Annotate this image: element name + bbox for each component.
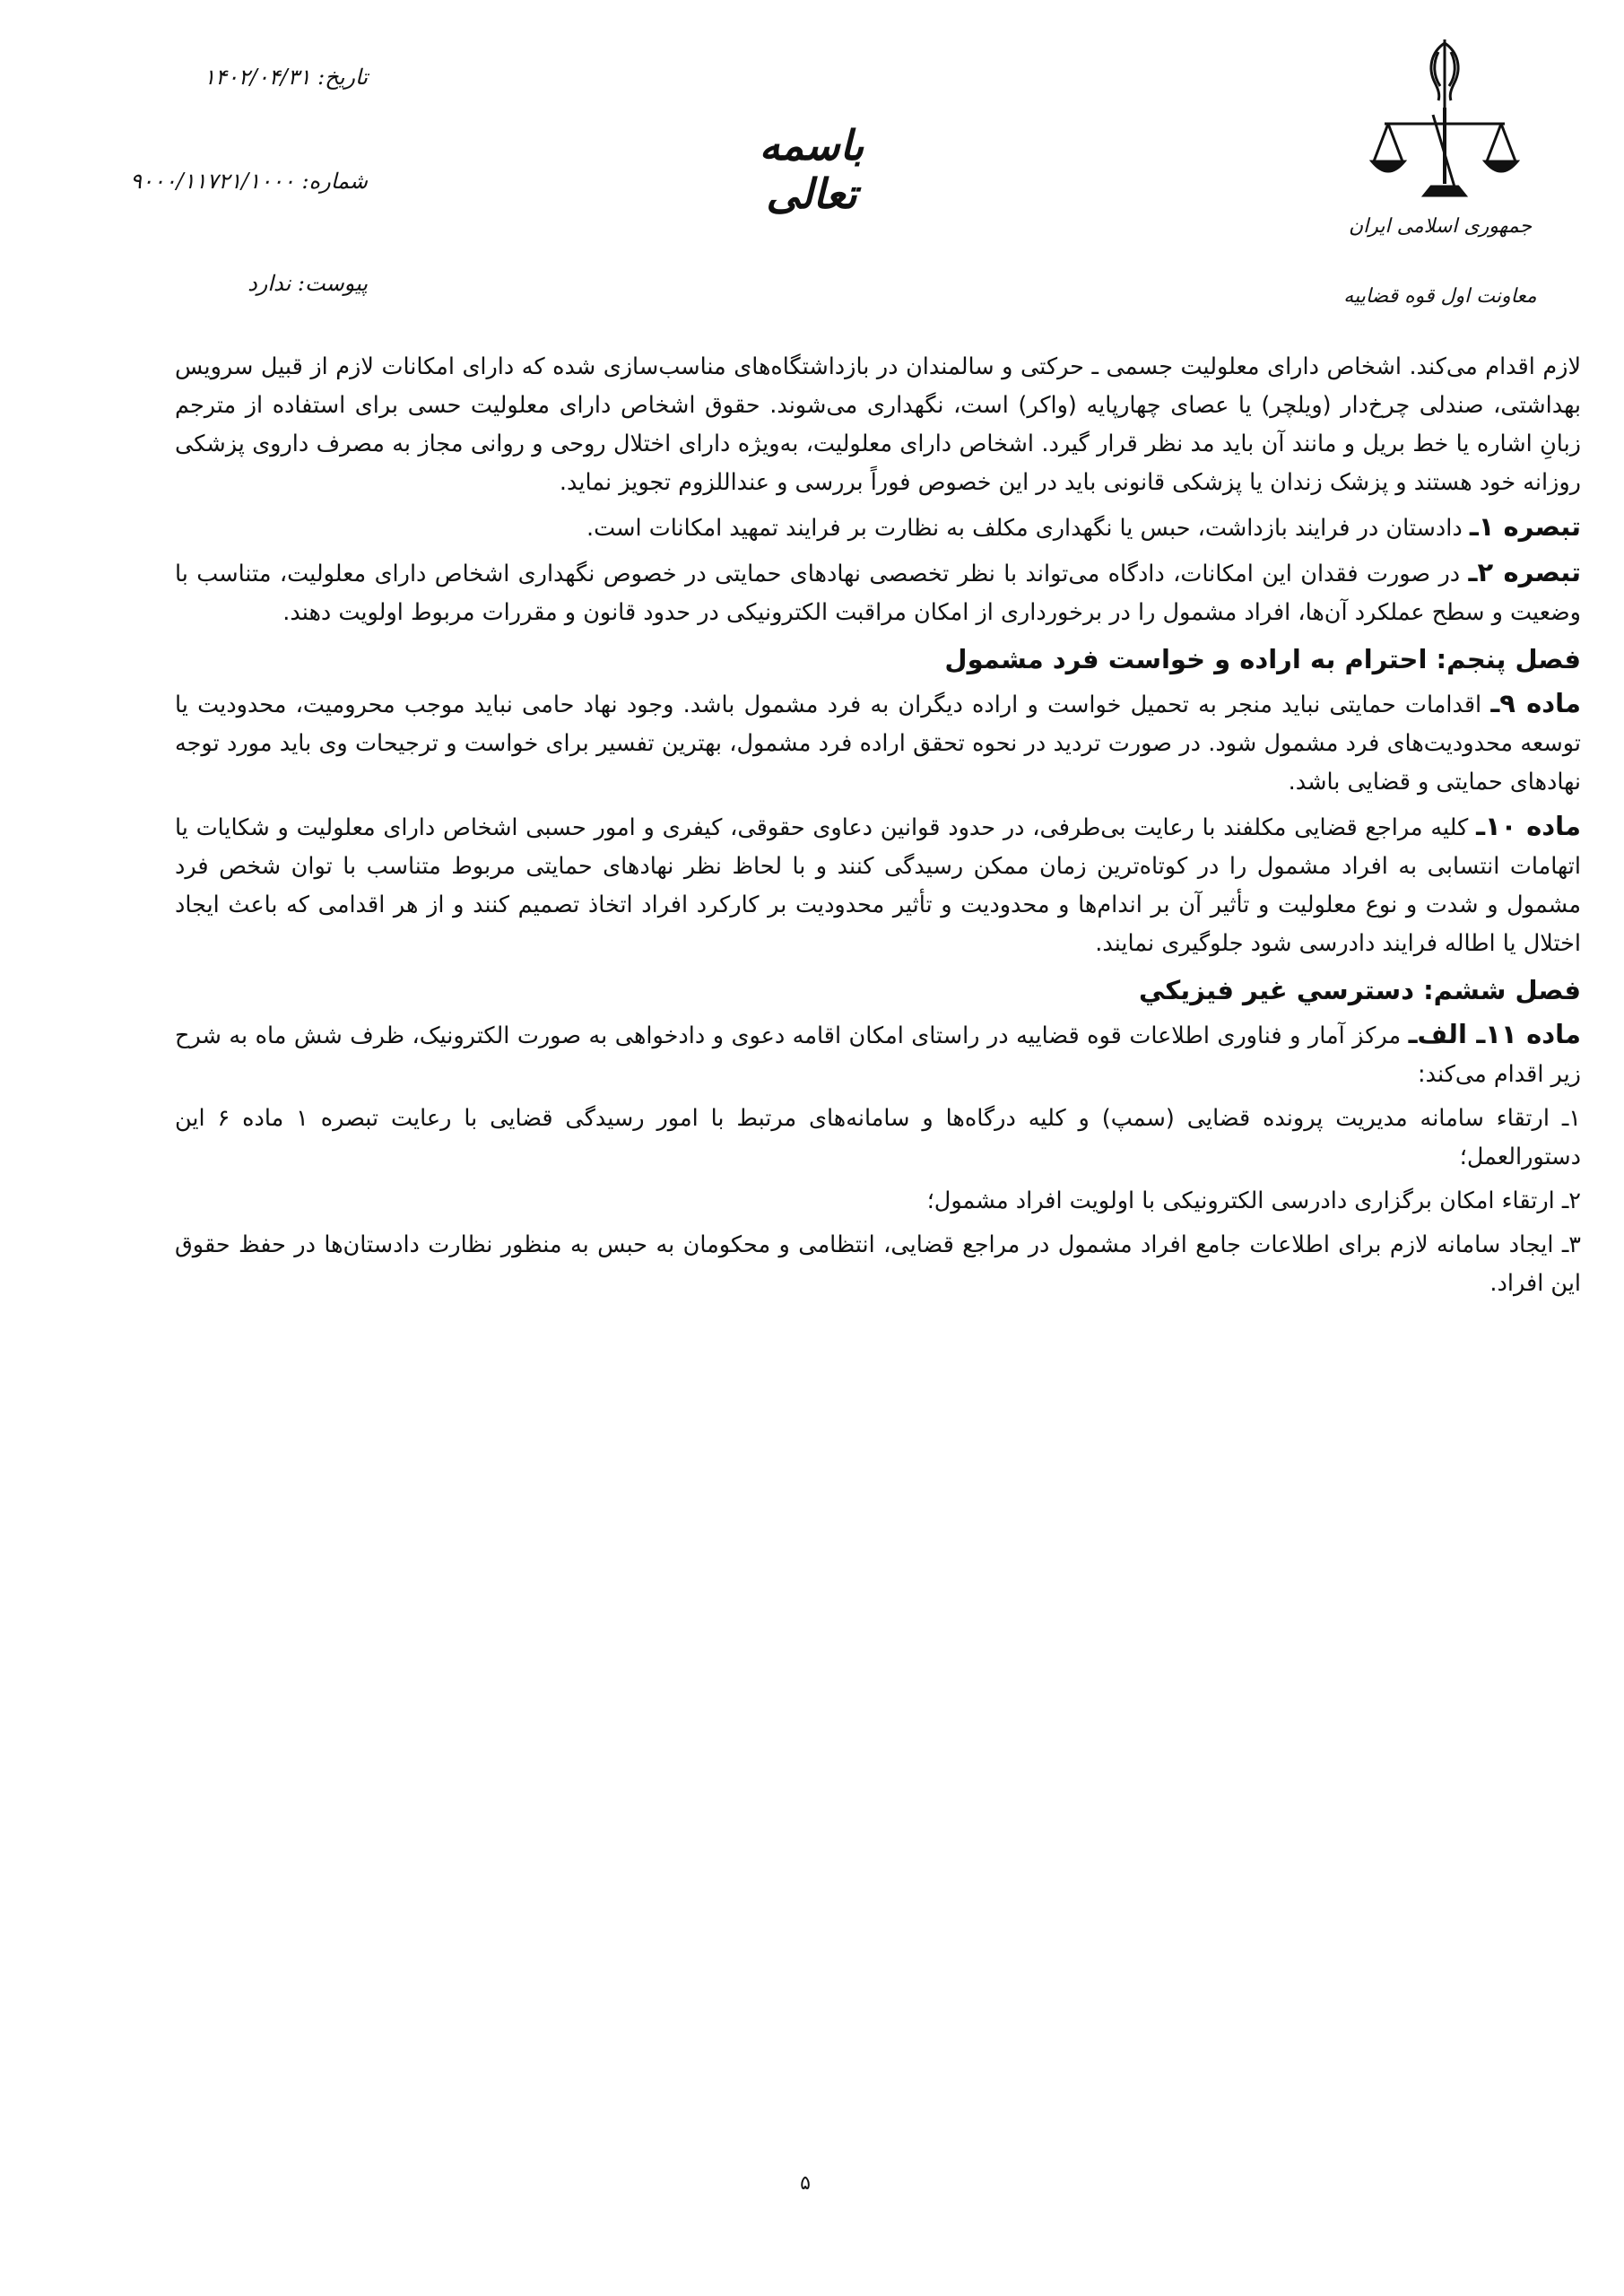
article-11-text: مرکز آمار و فناوری اطلاعات قوه قضاییه در راستای امکان اقامه دعوی و دادخواهی به صورت الکترونیک، ظرف شش ماه به شرح زیر اقدام می‌کند: — [175, 1022, 1581, 1088]
note-2-label: تبصره ۲ـ — [1468, 557, 1582, 587]
page-number: ۵ — [800, 2172, 811, 2195]
note-2 — [175, 553, 1581, 632]
article-11 — [175, 1015, 1581, 1094]
note-1 — [175, 508, 1581, 548]
office-name: معاونت اول قوه قضاییه — [1343, 285, 1537, 308]
note-1-text: دادستان در فرایند بازداشت، حبس یا نگهداری مکلف به نظارت بر فرایند تمهید امکانات است. — [586, 515, 1463, 542]
article-9 — [175, 684, 1581, 802]
article-11-item-1: ۱ـ ارتقاء سامانه مدیریت پرونده قضایی (سمپ) و کلیه درگاه‌ها و سامانه‌های مرتبط با امور رسیدگی قضایی با رعایت تبصره ۱ ماده ۶ این دستورالعمل؛ — [175, 1105, 1581, 1170]
article-10-label: ماده ۱۰ـ — [1476, 811, 1581, 841]
bismillah-heading: باسمه تعالی — [759, 121, 864, 218]
article-11-label: ماده ۱۱ـ الف‌ـ — [1408, 1019, 1581, 1049]
country-name: جمهوری اسلامی ایران — [1348, 215, 1533, 238]
section-5-title: فصل پنجم: احترام به اراده و خواست فرد مشمول — [944, 644, 1581, 674]
article-10 — [175, 807, 1581, 963]
note-2-text: در صورت فقدان این امکانات، دادگاه می‌تواند با نظر تخصصی نهادهای حمایتی در خصوص نگهداری اشخاص دارای معلولیت، متناسب با وضعیت و سطح عملکرد آن‌ها، افراد مشمول را در برخورداری از امکان مراقبت الکترونیکی در حدود قانون و مقررات مربوط اولویت دهند. — [175, 561, 1581, 626]
letter-number: شماره: ۹۰۰۰/۱۱۷۲۱/۱۰۰۰ — [130, 169, 368, 194]
judiciary-emblem-icon — [1368, 36, 1521, 211]
article-11-item-3: ۳ـ ایجاد سامانه لازم برای اطلاعات جامع افراد مشمول در مراجع قضایی، انتظامی و محکومان به حبس به منظور نظارت دادستان‌ها در حفظ حقوق این افراد. — [175, 1231, 1581, 1297]
article-10-text: کلیه مراجع قضایی مکلفند با رعایت بی‌طرفی، در حدود قوانین دعاوی حقوقی، کیفری و امور حسبی اشخاص دارای معلولیت و شکایات یا اتهامات انتسابی به افراد مشمول را در کوتاه‌ترین زمان ممکن رسیدگی کنند و با لحاظ نظر نهادهای حمایتی مربوط متناسب با توان شخص فرد مشمول و شدت و نوع معلولیت و تأثیر آن بر اندام‌ها و محدودیت و تأثیر محدودیت بر کارکرد افراد اتخاذ تصمیم کنند و از هر اقدامی که باعث ایجاد اختلال یا اطاله فرایند دادرسی شود جلوگیری نمایند. — [175, 814, 1581, 957]
article-9-label: ماده ۹ـ — [1490, 688, 1582, 718]
letter-attachment: پیوست: ندارد — [248, 271, 368, 296]
paragraph-detention-facilities: لازم اقدام می‌کند. اشخاص دارای معلولیت جسمی ـ حرکتی و سالمندان در بازداشتگاه‌های مناسب‌سازی شده که دارای امکانات لازم از قبیل سرویس بهداشتی، صندلی چرخ‌دار (ویلچر) یا عصای چهارپایه (واکر) است، نگهداری می‌شوند. حقوق اشخاص دارای معلولیت حسی برای استفاده از مترجم زبانِ اشاره یا خط بریل و مانند آن باید مد نظر قرار گیرد. اشخاص دارای معلولیت، به‌ویژه دارای اختلال روحی و روانی مجاز به مصرف داروی پزشکی روزانه خود هستند و پزشک زندان یا پزشکی قانونی باید در این خصوص فوراً بررسی و عنداللزوم تجویز نماید. — [175, 353, 1581, 496]
article-11-item-2: ۲ـ ارتقاء امکان برگزاری دادرسی الکترونیکی با اولویت افراد مشمول؛ — [926, 1187, 1581, 1214]
note-1-label: تبصره ۱ـ — [1469, 511, 1581, 542]
section-6-title: فصل ششم: دسترسي غير فيزيكي — [1139, 975, 1581, 1005]
letter-date: تاریخ: ۱۴۰۲/۰۴/۳۱ — [204, 65, 368, 90]
article-9-text: اقدامات حمایتی نباید منجر به تحمیل خواست و اراده دیگران به فرد مشمول باشد. وجود نهاد حامی نباید موجب محرومیت، محدودیت یا توسعه محدودیت‌های فرد مشمول شود. در صورت تردید در نحوه تحقق اراده فرد مشمول، بهترین تفسیر برای خواست و ترجیحات وی باید مورد توجه نهادهای حمایتی و قضایی باشد. — [175, 691, 1581, 796]
letter-body — [175, 348, 1581, 1309]
